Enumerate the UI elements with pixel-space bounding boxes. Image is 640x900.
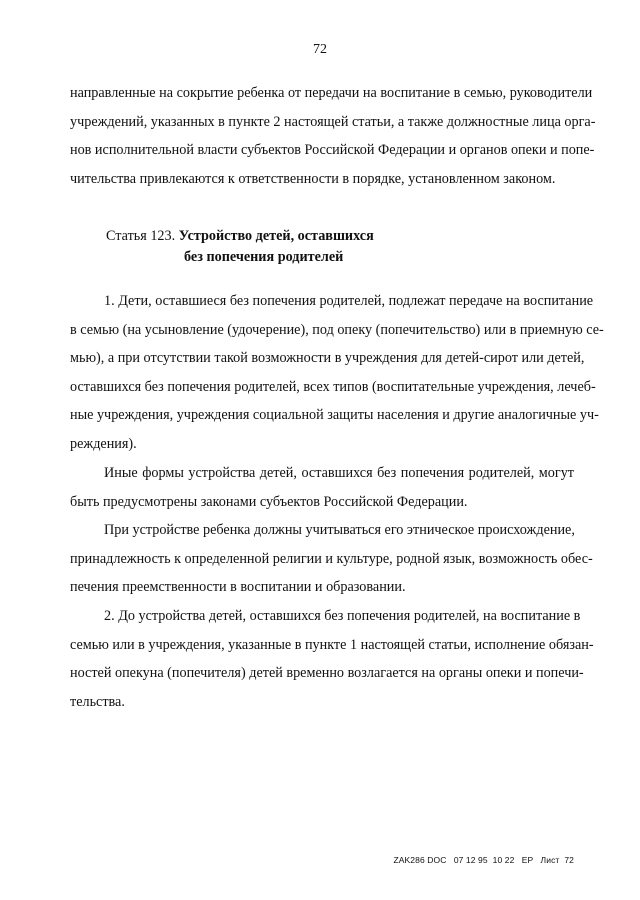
text-line: мью), а при отсутствии такой возможности в учреждения для детей-сирот или детей, xyxy=(70,350,585,367)
text-line: направленные на сокрытие ребенка от передачи на воспитание в семью, руководители xyxy=(70,85,593,101)
text-line: печения преемственности в воспитании и образовании. xyxy=(70,579,406,596)
paragraph-2 xyxy=(70,459,574,516)
article-title-line-1: Устройство детей, оставшихся xyxy=(178,228,374,244)
text-line: быть предусмотрены законами субъектов Российской Федерации. xyxy=(70,493,468,510)
text-line: учреждений, указанных в пункте 2 настоящей статьи, а также должностные лица орга- xyxy=(70,113,596,130)
text-line: 2. До устройства детей, оставшихся без попечения родителей, на воспитание в xyxy=(104,608,581,624)
article-label: Статья 123. xyxy=(106,228,176,244)
text-line: реждения). xyxy=(70,435,137,452)
article-heading xyxy=(106,226,374,268)
text-line: оставшихся без попечения родителей, всех типов (воспитательные учреждения, лечеб- xyxy=(70,378,596,395)
article-title-line-2: без попечения родителей xyxy=(184,249,344,265)
text-line: тельства. xyxy=(70,693,125,710)
text-line: в семью (на усыновление (удочерение), под опеку (попечительство) или в приемную се- xyxy=(70,321,604,338)
text-line: ностей опекуна (попечителя) детей временно возлагается на органы опеки и попечи- xyxy=(70,665,584,682)
text-line: чительства привлекаются к ответственности в порядке, установленном законом. xyxy=(70,170,556,187)
page-number: 72 xyxy=(313,42,327,57)
text-line: Иные формы устройства детей, оставшихся без попечения родителей, могут xyxy=(104,465,574,481)
text-line: При устройстве ребенка должны учитываться его этническое происхождение, xyxy=(104,522,575,538)
text-line: нов исполнительной власти субъектов Российской Федерации и органов опеки и попе- xyxy=(70,142,595,159)
paragraph-3 xyxy=(70,516,593,602)
text-line: ные учреждения, учреждения социальной защиты населения и другие аналогичные уч- xyxy=(70,407,599,424)
text-line: семью или в учреждения, указанные в пункте 1 настоящей статьи, исполнение обязан- xyxy=(70,636,594,653)
text-line: 1. Дети, оставшиеся без попечения родителей, подлежат передаче на воспитание xyxy=(104,293,594,309)
paragraph-1 xyxy=(70,287,604,459)
text-line: принадлежность к определенной религии и культуре, родной язык, возможность обес- xyxy=(70,550,593,567)
continuation-paragraph xyxy=(70,79,596,193)
document-footer: ZAK286 DOC 07 12 95 10 22 EP Лист 72 xyxy=(393,855,574,865)
paragraph-4 xyxy=(70,602,594,716)
